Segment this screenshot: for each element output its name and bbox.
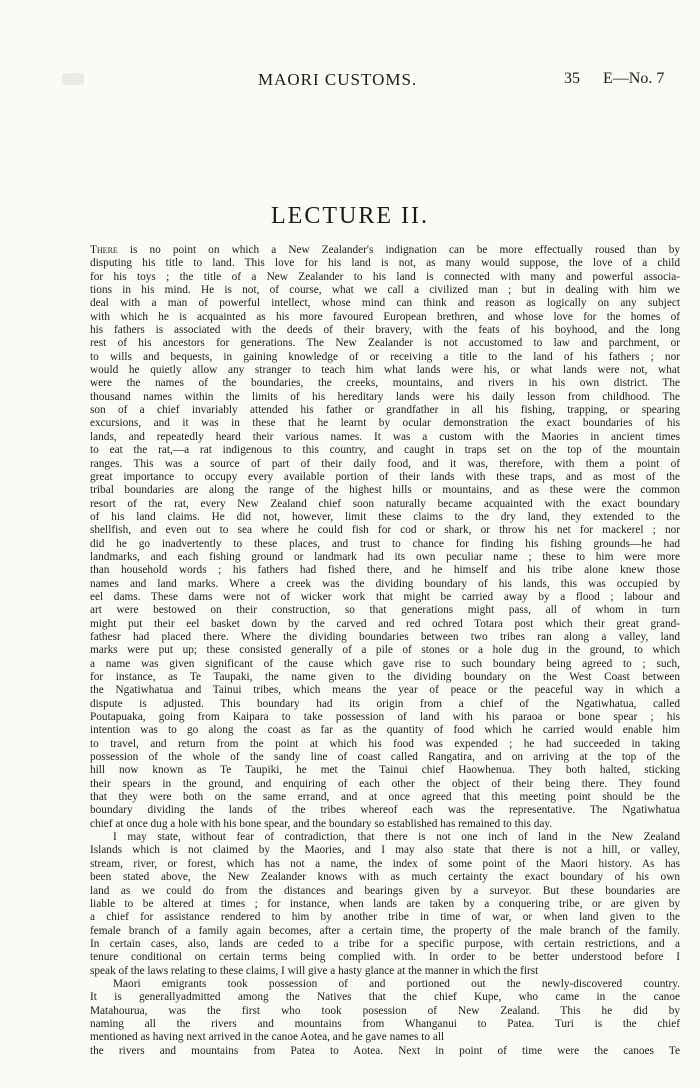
text-line: resort of the rat, every New Zealand chief soon naturally became acquainted with the exact boundary — [90, 497, 680, 510]
text-line: might put their eel basket down by the carved and red ochred Totara post which their great grand- — [90, 617, 680, 630]
text-line: tenure conditional on certain terms being complied with. In order to be better understood before I — [90, 951, 680, 964]
text-line: would he quietly allow any stranger to teach him what lands were his, or what lands were not, what — [90, 364, 680, 377]
text-line: rest of his ancestors for generations. The New Zealander is not accustomed to law and parchment, or — [90, 337, 680, 350]
text-line: great importance to occupy every available portion of their lands with these traps, and as most of the — [90, 470, 680, 483]
text-line: were the names of the boundaries, the creeks, mountains, and rivers in his own district. The — [90, 377, 680, 390]
lecture-body — [90, 244, 680, 1058]
text-line: son of a chief invariably attended his father or grandfather in all his fishing, trapping, or spearing — [90, 404, 680, 417]
text-line: of his land claims. He did not, however, limit these claims to the dry land, they extended to the — [90, 510, 680, 523]
text-line: dispute is adjusted. This boundary had its origin from a chief of the Ngatiwhatua, called — [90, 697, 680, 710]
text-line: disputing his title to land. This love for his land is not, as many would suppose, the love of a child — [90, 257, 680, 270]
text-line: tions in his mind. He is not, of course, what we call a civilized man ; but in dealing with him we — [90, 284, 680, 297]
text-line: I may state, without fear of contradiction, that there is not one inch of land in the New Zealand — [113, 831, 680, 844]
text-line: a chief for assistance rendered to him by another tribe in time of war, or when land given to the — [90, 911, 680, 924]
text-line: deal with a man of powerful intellect, whose mind can think and reason as logically on any subject — [90, 297, 680, 310]
text-line: his fathers is associated with the deeds of their bravery, with the feats of his boyhood, and the long — [90, 324, 680, 337]
text-line: did he go inadvertently to these places, and trust to chance for finding his fishing grounds—he had — [90, 537, 680, 550]
text-line: names and land marks. Where a creek was the dividing boundary of his lands, this was occupied by — [90, 577, 680, 590]
text-line: a name was given significant of the cause which gave rise to such boundary being agreed to ; such, — [90, 657, 680, 670]
text-line: It is generallyadmitted among the Natives that the chief Kupe, who came in the canoe — [90, 991, 680, 1004]
text-line: with which he is acquainted as his more favoured European brethren, and whose love for the homes of — [90, 310, 680, 323]
running-title: MAORI CUSTOMS. — [258, 70, 418, 89]
text-line: excursions, and it was in these that he learnt by ocular demonstration the exact boundaries of his — [90, 417, 680, 430]
drop-word: There — [90, 244, 118, 256]
text-line: possession of the whole of the sandy line of coast called Rangatira, and on arriving at the top of the — [90, 751, 680, 764]
text-line: that they were both on the same errand, and at once agreed that this meeting point should be the — [90, 791, 680, 804]
text-line: Poutapuaka, going from Kaipara to take possession of land with his paraoa or bone spear ; his — [90, 711, 680, 724]
text-line: landmarks, and each fishing ground or landmark had its own peculiar name ; these to him were more — [90, 550, 680, 563]
text-line: intention was to go along the coast as far as the quantity of food which he carried would enable him — [90, 724, 680, 737]
text-line: Maori emigrants took possession of and portioned out the newly-discovered country. — [113, 977, 680, 990]
text-line: for instance, as Te Taupaki, the name given to the dividing boundary on the West Coast between — [90, 671, 680, 683]
text-line: the rivers and mountains from Patea to Aotea. Next in point of time were the canoes Te — [90, 1044, 680, 1057]
text-line: chief at once dug a hole with his bone spear, and the boundary so established has remained to this day. — [90, 817, 553, 830]
text-line: female branch of a family again becomes, after a certain time, the property of the male branch of the family. — [90, 924, 680, 937]
text-line: than household words ; his fathers had fished there, and he himself and his tribe alone knew those — [90, 564, 680, 577]
document-reference: E—No. 7 — [603, 70, 665, 87]
text-line: Islands which is not claimed by the Maories, and I may also state that there is not a hill, or valley, — [90, 844, 680, 857]
text-line: lands, and repeatedly heard their various names. It was a custom with the Maories in ancient times — [90, 430, 680, 443]
text-line: to travel, and return from the point at which his food was expended ; he had succeeded in taking — [90, 737, 680, 750]
text-line: There is no point on which a New Zealander's indignation can be more effectually roused than by — [90, 244, 680, 256]
text-line: shellfish, and even out to sea where he could fish for cod or shark, or throw his net for mackerel ; nor — [90, 524, 680, 537]
text-line: thousand names within the limits of his hereditary lands were his daily lesson from childhood. The — [90, 390, 680, 403]
text-line: liable to be altered at times ; for instance, when lands are taken by a conquering tribe, or are given by — [90, 897, 680, 910]
text-line: Matahourua, was the first who took posession of New Zealand. This he did by — [90, 1004, 680, 1017]
text-line: In certain cases, also, lands are ceded to a tribe for a specific purpose, with certain restrictions, and a — [90, 937, 680, 950]
text-line: tribal boundaries are along the range of the highest hills or mountains, and as these were the common — [90, 484, 680, 497]
text-line: their spears in the ground, and enquiring of each other the object of their being there. They found — [90, 777, 680, 790]
running-header — [0, 70, 700, 90]
text-line: ranges. This was a source of part of their daily food, and it was, therefore, with them a point of — [90, 457, 680, 470]
text-line: boundary dividing the lands of the tribes whereof each was the representative. The Ngatiwhatua — [90, 804, 680, 817]
text-line: stream, river, or forest, which has not a name, the index of some point of the Maori history. As has — [90, 857, 680, 870]
page-smudge — [62, 73, 84, 85]
text-line: speak of the laws relating to these claims, I will give a hasty glance at the manner in which the first — [90, 964, 539, 977]
text-line: hill now known as Te Taupiki, he met the Tainui chief Haowhenua. They both halted, sticking — [90, 764, 680, 777]
text-line: the Ngatiwhatua and Tainui tribes, which means the year of peace or the peaceful way in which a — [90, 684, 680, 697]
text-line: to eat the rat,—a rat indigenous to this country, and caught in traps set on the top of the mountain — [90, 444, 680, 457]
text-line: art were bestowed on their construction, so that generations might pass, all of whom in turn — [90, 604, 680, 617]
text-line: for his toys ; the title of a New Zealander to his land is connected with many and powerful associa- — [90, 270, 680, 283]
page-number: 35 — [564, 70, 580, 87]
text-line: fathesr had placed there. Where the dividing boundaries between two tribes ran along a valley, land — [90, 630, 680, 643]
text-line: land as we could do from the distances and bearings given by a surveyor. But these boundaries are — [90, 884, 680, 897]
text-line: marks were put up; these consisted generally of a pile of stones or a hole dug in the ground, to which — [90, 644, 680, 657]
text-line: eel dams. These dams were not of wicker work that might be carried away by a flood ; labour and — [90, 590, 680, 603]
lecture-title: LECTURE II. — [271, 203, 429, 229]
text-line: to wills and bequests, in gaining knowledge of or receiving a title to the land of his fathers ; nor — [90, 350, 680, 363]
text-line: been stated above, the New Zealander knows with as much certainty the exact boundary of his own — [90, 871, 680, 884]
text-line: mentioned as having next arrived in the canoe Aotea, and he gave names to all — [90, 1031, 445, 1044]
text-line: naming all the rivers and mountains from Whanganui to Patea. Turi is the chief — [90, 1017, 680, 1030]
